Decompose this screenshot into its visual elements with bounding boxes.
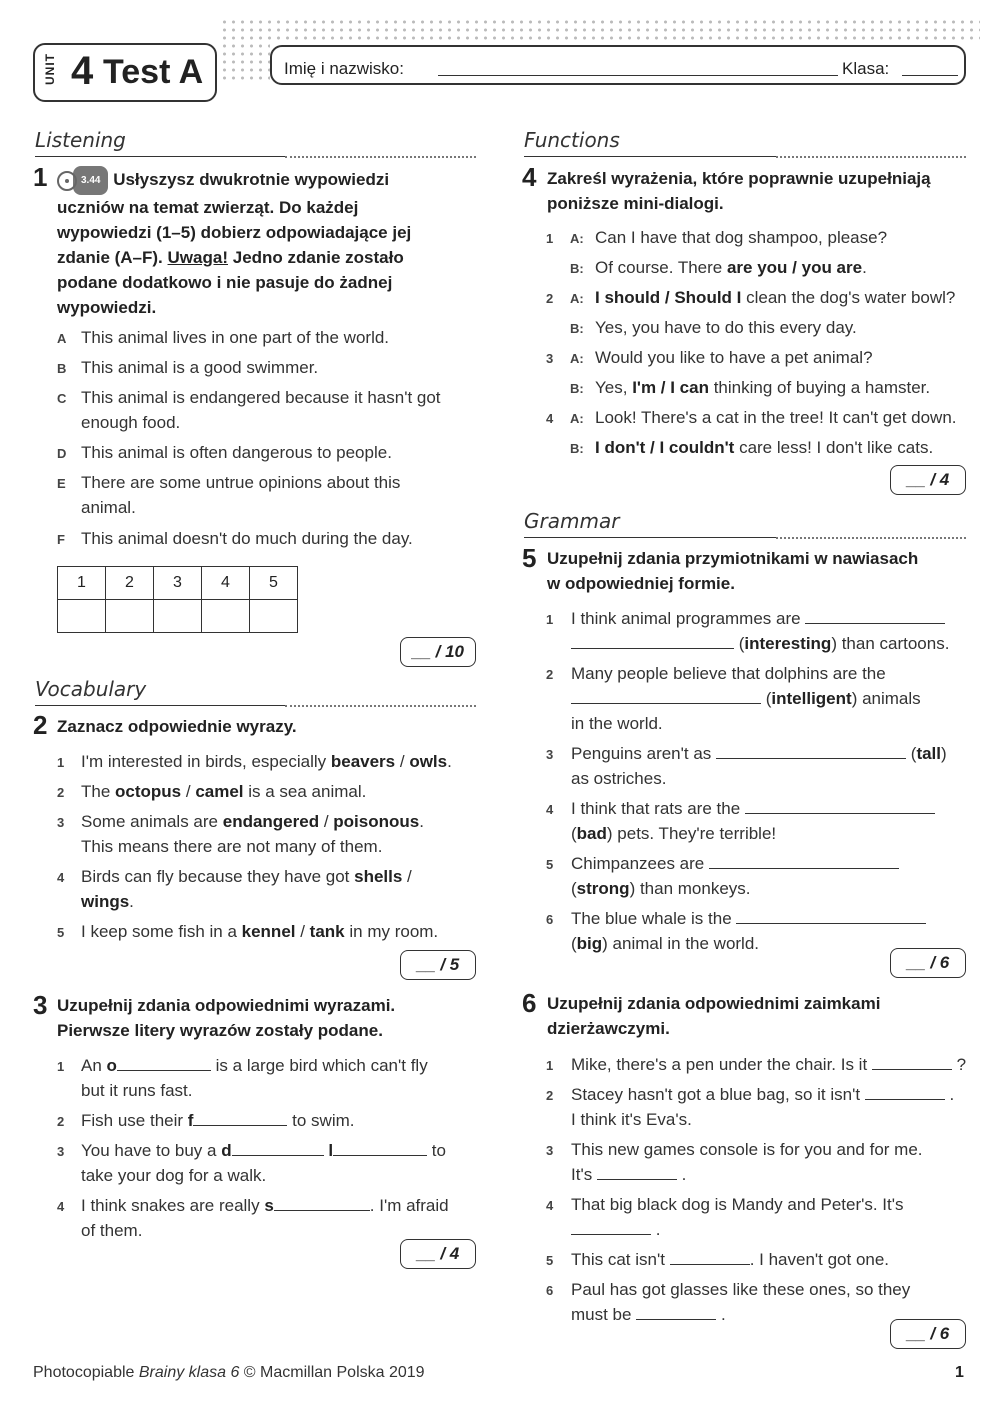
score-box: __ / 4 (890, 465, 966, 495)
item-number: 2 (57, 1114, 65, 1129)
cd-icon (57, 171, 77, 191)
item-number: 5 (57, 925, 65, 940)
option-text: This animal lives in one part of the world. (81, 328, 390, 347)
section-underline (35, 705, 285, 706)
option-text-cont: enough food. (81, 413, 181, 432)
pronoun-item: This cat isn't . I haven't got one. (571, 1250, 890, 1269)
option-letter: B (57, 361, 67, 376)
pronoun-item-cont: It's . (571, 1165, 687, 1184)
gap-item: An o is a large bird which can't fly (81, 1056, 428, 1075)
vocab-item-cont: This means there are not many of them. (81, 837, 383, 856)
exercise-4-instructions: Zakreśl wyrażenia, które poprawnie uzupełniają poniższe mini-dialogi. (547, 169, 931, 213)
exercise-number: 2 (33, 710, 48, 740)
item-number: 3 (57, 815, 65, 830)
option-letter: A (57, 331, 67, 346)
item-number: 4 (546, 802, 554, 817)
score-box: __ / 4 (400, 1239, 476, 1269)
score-box: __ / 10 (400, 637, 476, 667)
gap-item: Fish use their f to swim. (81, 1111, 355, 1130)
note-label: Uwaga! (167, 248, 228, 267)
speaker-b: B: (570, 381, 584, 396)
option-letter: C (57, 391, 67, 406)
answer-cell[interactable] (106, 600, 154, 633)
table-header: 4 (202, 567, 250, 600)
answer-blank[interactable] (193, 1112, 287, 1126)
option-letter: E (57, 476, 66, 491)
table-header: 5 (250, 567, 298, 600)
gap-item-cont: take your dog for a walk. (81, 1166, 267, 1185)
section-underline (524, 537, 776, 538)
exercise-number: 4 (522, 162, 537, 192)
score-box: __ / 5 (400, 950, 476, 980)
answer-cell[interactable] (58, 600, 106, 633)
answer-blank[interactable] (716, 745, 906, 759)
pronoun-item: This new games console is for you and for me. (571, 1140, 923, 1159)
section-rule (285, 705, 476, 707)
grammar-item: I think that rats are the (571, 796, 935, 821)
item-number: 3 (57, 1144, 65, 1159)
answer-blank[interactable] (736, 910, 926, 924)
speaker-a: A: (570, 411, 584, 426)
pronoun-item: Stacey hasn't got a blue bag, so it isn't . (571, 1085, 955, 1104)
item-number: 3 (546, 1143, 554, 1158)
item-number: 1 (546, 1058, 554, 1073)
item-number: 2 (546, 1088, 554, 1103)
answer-blank[interactable] (117, 1057, 211, 1071)
vocab-item: The octopus / camel is a sea animal. (81, 782, 367, 801)
table-header: 2 (106, 567, 154, 600)
dialogue-line: I don't / I couldn't care less! I don't like cats. (595, 438, 934, 457)
track-number: 3.44 (73, 166, 108, 195)
gap-item: You have to buy a d l to (81, 1141, 446, 1160)
vocab-item: Birds can fly because they have got shells / (81, 867, 412, 886)
item-number: 1 (546, 612, 554, 627)
item-number: 2 (57, 785, 65, 800)
item-number: 3 (546, 747, 554, 762)
item-number: 6 (546, 912, 554, 927)
item-number: 1 (57, 755, 65, 770)
answer-table (57, 566, 298, 633)
gap-item-cont: of them. (81, 1221, 143, 1240)
vocab-item: I keep some fish in a kennel / tank in my room. (81, 922, 439, 941)
answer-blank[interactable] (333, 1142, 427, 1156)
item-number: 5 (546, 1253, 554, 1268)
grammar-item-cont: in the world. (571, 714, 663, 733)
name-label: Imię i nazwisko: (284, 59, 404, 78)
footer-copyright: Photocopiable Brainy klasa 6 © Macmillan Polska 2019 (33, 1364, 425, 1381)
gap-item: I think snakes are really s . I'm afraid (81, 1196, 449, 1215)
pronoun-item: Paul has got glasses like these ones, so they (571, 1280, 911, 1299)
dialogue-line: Would you like to have a pet animal? (595, 348, 873, 367)
dialogue-line: I should / Should I clean the dog's water bowl? (595, 288, 956, 307)
option-text: This animal is endangered because it hasn't got (81, 388, 441, 407)
section-title-grammar: Grammar (524, 509, 620, 533)
score-box: __ / 6 (890, 1319, 966, 1349)
answer-blank[interactable] (597, 1166, 677, 1180)
student-info-box (270, 45, 966, 85)
grammar-item: Many people believe that dolphins are the (571, 664, 886, 683)
speaker-a: A: (570, 351, 584, 366)
option-text: This animal is a good swimmer. (81, 358, 319, 377)
item-number: 6 (546, 1283, 554, 1298)
pronoun-item-cont: I think it's Eva's. (571, 1110, 692, 1129)
pronoun-item-cont: must be . (571, 1305, 726, 1324)
item-number: 4 (546, 1198, 554, 1213)
grammar-item-cont: (bad) pets. They're terrible! (571, 824, 777, 843)
unit-badge (33, 43, 217, 102)
grammar-item-cont: as ostriches. (571, 769, 667, 788)
grammar-item: Penguins aren't as (tall) (571, 744, 947, 763)
item-number: 5 (546, 857, 554, 872)
class-field[interactable] (902, 75, 958, 76)
item-number: 2 (546, 291, 554, 306)
answer-blank[interactable] (571, 1221, 651, 1235)
dialogue-line: Of course. There are you / you are. (595, 258, 867, 277)
item-number: 4 (57, 870, 65, 885)
gap-item-cont: but it runs fast. (81, 1081, 193, 1100)
option-text: There are some untrue opinions about this (81, 473, 401, 492)
answer-cell[interactable] (202, 600, 250, 633)
speaker-a: A: (570, 231, 584, 246)
table-header: 3 (154, 567, 202, 600)
option-letter: D (57, 446, 67, 461)
dialogue-line: Can I have that dog shampoo, please? (595, 228, 888, 247)
dialogue-line: Yes, you have to do this every day. (595, 318, 857, 337)
answer-blank[interactable] (232, 1142, 324, 1156)
option-text-cont: animal. (81, 498, 136, 517)
header-dot-pattern (220, 18, 980, 42)
speaker-b: B: (570, 261, 584, 276)
section-title-vocabulary: Vocabulary (35, 677, 147, 701)
class-label: Klasa: (842, 59, 890, 78)
answer-blank[interactable] (709, 855, 899, 869)
speaker-b: B: (570, 441, 584, 456)
item-number: 1 (57, 1059, 65, 1074)
section-title-listening: Listening (35, 128, 126, 152)
test-title: Test A (103, 53, 204, 91)
answer-blank[interactable] (805, 610, 945, 624)
item-number: 2 (546, 667, 554, 682)
score-box: __ / 6 (890, 948, 966, 978)
section-rule (776, 156, 966, 158)
answer-blank[interactable] (745, 800, 935, 814)
grammar-item: I think animal programmes are (571, 606, 945, 631)
pronoun-item: That big black dog is Mandy and Peter's. It's (571, 1195, 904, 1214)
exercise-1-instructions: 3.44 Usłyszysz dwukrotnie wypowiedzi uczniów na temat zwierząt. Do każdej wypowiedzi (1–5) dobierz odpowiadające jej zdanie (A–F). Uwaga! Jedno zdanie zostało podane dodatkowo i nie pasuje do żadnej wypowiedzi. (57, 166, 477, 320)
grammar-item: The blue whale is the (571, 906, 926, 931)
section-rule (776, 537, 966, 539)
answer-blank[interactable] (571, 635, 734, 649)
section-rule (285, 156, 476, 158)
answer-blank[interactable] (571, 690, 761, 704)
name-field[interactable] (438, 75, 838, 76)
exercise-3-instructions: Uzupełnij zdania odpowiednimi wyrazami. Pierwsze litery wyrazów zostały podane. (57, 996, 396, 1040)
item-number: 4 (546, 411, 554, 426)
vocab-item: Some animals are endangered / poisonous. (81, 812, 424, 831)
unit-number: 4 (71, 49, 94, 93)
answer-blank[interactable] (274, 1197, 370, 1211)
dialogue-line: Look! There's a cat in the tree! It can't get down. (595, 408, 957, 427)
speaker-a: A: (570, 291, 584, 306)
exercise-6-instructions: Uzupełnij zdania odpowiednimi zaimkami dzierżawczymi. (547, 994, 881, 1038)
item-number: 3 (546, 351, 554, 366)
exercise-number: 6 (522, 988, 537, 1018)
pronoun-item: Mike, there's a pen under the chair. Is it ? (571, 1055, 967, 1074)
unit-word: UNIT (43, 53, 57, 85)
exercise-number: 1 (33, 162, 48, 192)
answer-cell[interactable] (154, 600, 202, 633)
exercise-number: 3 (33, 990, 48, 1020)
grammar-item-cont: (big) animal in the world. (571, 934, 760, 953)
table-header: 1 (58, 567, 106, 600)
vocab-item: I'm interested in birds, especially beavers / owls. (81, 752, 452, 771)
option-text: This animal is often dangerous to people. (81, 443, 392, 462)
exercise-2-instructions: Zaznacz odpowiednie wyrazy. (57, 717, 297, 736)
item-number: 4 (57, 1199, 65, 1214)
dialogue-line: Yes, I'm / I can thinking of buying a hamster. (595, 378, 931, 397)
item-number: 1 (546, 231, 554, 246)
pronoun-item-cont: . (571, 1217, 660, 1242)
option-text: This animal doesn't do much during the day. (81, 529, 413, 548)
grammar-item-cont: (interesting) than cartoons. (571, 631, 949, 656)
exercise-number: 5 (522, 543, 537, 573)
answer-cell[interactable] (250, 600, 298, 633)
section-title-functions: Functions (524, 128, 620, 152)
vocab-item-cont: wings. (81, 892, 134, 911)
exercise-5-instructions: Uzupełnij zdania przymiotnikami w nawiasach w odpowiedniej formie. (547, 549, 919, 593)
answer-blank[interactable] (636, 1306, 716, 1320)
grammar-item: Chimpanzees are (571, 851, 899, 876)
answer-blank[interactable] (872, 1056, 952, 1070)
speaker-b: B: (570, 321, 584, 336)
answer-blank[interactable] (670, 1251, 750, 1265)
section-underline (524, 156, 776, 157)
grammar-item-cont: (strong) than monkeys. (571, 879, 751, 898)
section-underline (35, 156, 285, 157)
header-dot-pattern-left (220, 42, 270, 82)
grammar-item-cont: (intelligent) animals (571, 686, 921, 711)
option-letter: F (57, 532, 65, 547)
page-number: 1 (955, 1364, 964, 1381)
answer-blank[interactable] (865, 1086, 945, 1100)
